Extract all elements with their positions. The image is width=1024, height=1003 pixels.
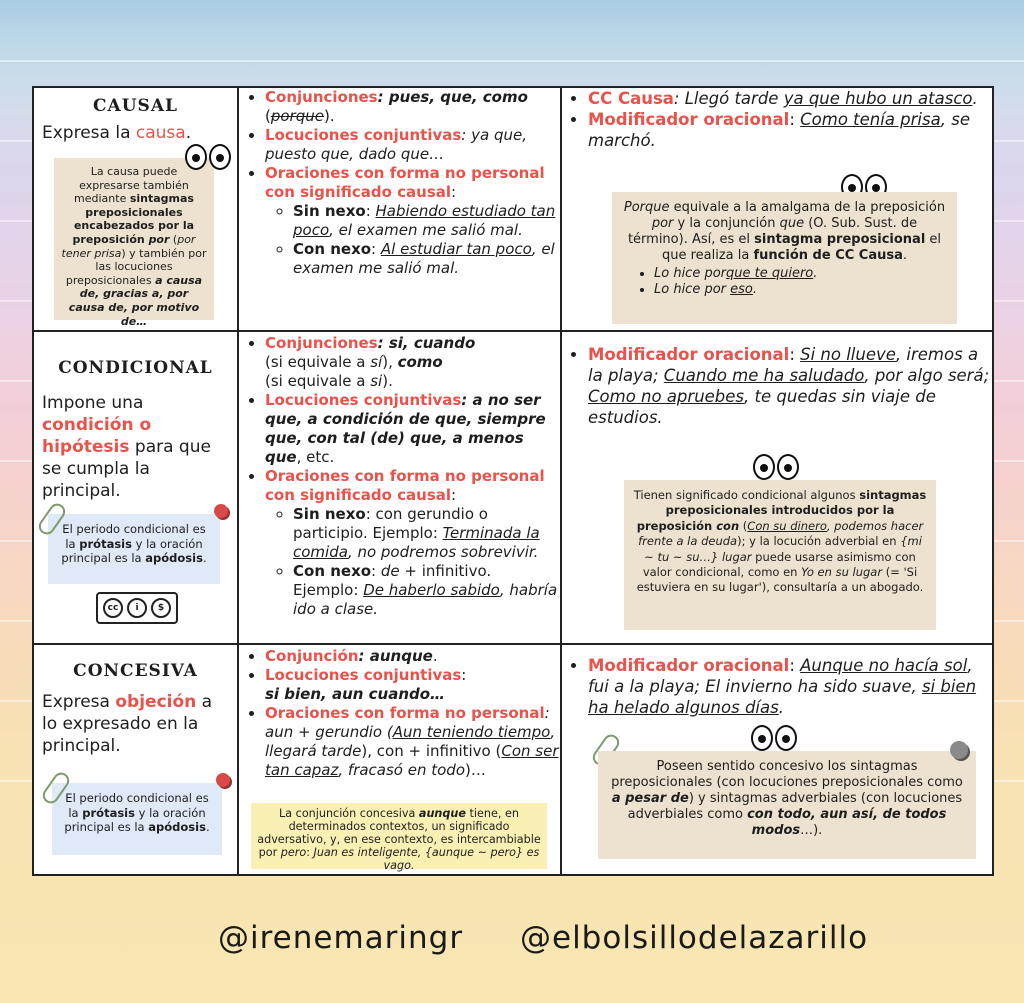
list-item: • Conjunciones: si, cuando (si equivale a sí), como (si equivale a si). [265, 334, 560, 391]
footer-handle-right: @elbolsillodelazarillo [520, 920, 869, 956]
concesiva-definition: Expresa objeción a lo expresado en la principal. [42, 692, 213, 756]
causal-note: La causa puede expresarse también mediante sintagmas preposicionales encabezados por la preposición por (por tener prisa) y también por las locuciones preposicionales a causa de, gracias a, por causa de, por motivo de… [54, 158, 214, 320]
causal-definition-cell [34, 88, 239, 332]
condicional-examples-list [562, 332, 992, 428]
concesivo-note: Poseen sentido concesivo los sintagmas preposicionales (con locuciones preposicionales como a pesar de) y sintagmas adverbiales (con locuciones adverbiales como con todo, aun así, de todos modos…). [598, 751, 976, 859]
causal-forms-list [239, 88, 560, 278]
condicional-title: CONDICIONAL [58, 358, 213, 378]
causal-title: CAUSAL [93, 96, 178, 116]
condicional-definition-cell [34, 332, 239, 645]
nc-icon: $ [151, 598, 171, 618]
concesiva-note: El periodo condicional es la prótasis y la oración principal es la apódosis. [52, 783, 222, 855]
con-note: Tienen significado condicional algunos sintagmas preposicionales introducidos por la preposición con (Con su dinero, podemos hacer frente a la deuda); y la locución adverbial en {mi ~ tu ~ su…} lugar puede usarse asimismo con valor condicional, como en Yo en su lugar (= 'Si estuviera en su lugar'), consultaría a un abogado. [624, 480, 936, 630]
creative-commons-badge [96, 592, 178, 624]
concesiva-examples-cell [562, 645, 992, 874]
condicional-definition: Impone una condición o hipótesis para que se cumpla la principal. [42, 393, 211, 501]
pushpin-icon [216, 773, 230, 787]
list-item: • Locuciones conjuntivas: a no ser que, a condición de que, siempre que, con tal (de) que, a menos que, etc. [265, 391, 560, 467]
list-item: ◦ Sin nexo: Habiendo estudiado tan poco, el examen me salió mal. [293, 202, 560, 240]
aunque-note: La conjunción concesiva aunque tiene, en determinados contextos, un significado adversativo, y, en ese contexto, es intercambiable por pero: Juan es inteligente, {aunque ~ pero} es vago. [251, 803, 547, 869]
causal-examples-cell [562, 88, 992, 332]
eyes-icon [184, 144, 232, 174]
list-item: • Lo hice porque te quiero. [654, 266, 947, 282]
cc-icon: cc [103, 598, 123, 618]
list-item: • Locuciones conjuntivas: si bien, aun cuando… [265, 666, 560, 704]
concesiva-examples-list [562, 645, 992, 718]
list-item: • CC Causa: Llegó tarde ya que hubo un atasco. [588, 88, 992, 109]
list-item: • Modificador oracional: Aunque no hacía sol, fui a la playa; El invierno ha sido suave, si bien ha helado algunos días. [588, 655, 992, 718]
concesiva-forms-cell [239, 645, 562, 874]
list-item: ◦ Con nexo: Al estudiar tan poco, el examen me salió mal. [293, 240, 560, 278]
list-item: • Conjunción: aunque. [265, 647, 560, 666]
list-item: • Lo hice por eso. [654, 282, 947, 298]
causal-definition: Expresa la causa. [42, 123, 192, 143]
list-item: ◦ Sin nexo: con gerundio o participio. Ejemplo: Terminada la comida, no podremos sobrevivir. [293, 505, 560, 562]
causal-examples-list [562, 88, 992, 151]
list-item: ◦ Con nexo: de + infinitivo. Ejemplo: De haberlo sabido, habría ido a clase. [293, 562, 560, 619]
causal-forms-cell [239, 88, 562, 332]
list-item: • Modificador oracional: Como tenía prisa, se marchó. [588, 109, 992, 151]
condicional-note: El periodo condicional es la prótasis y la oración principal es la apódosis. [48, 514, 220, 584]
grammar-table [32, 86, 994, 876]
condicional-forms-list [239, 332, 560, 619]
concesiva-forms-list [239, 645, 560, 780]
pushpin-icon [214, 504, 228, 518]
list-item: • Oraciones con forma no personal con significado causal: ◦ Sin nexo: con gerundio o participio. Ejemplo: Terminada la comida, no podremos sobrevivir. ◦ Con nexo: de + infinitivo. Ejemplo: De haberlo sabido, habría ido a clase. [265, 467, 560, 619]
concesiva-definition-cell [34, 645, 239, 874]
pushpin-icon [950, 741, 968, 759]
list-item: • Oraciones con forma no personal con significado causal: ◦ Sin nexo: Habiendo estudiado tan poco, el examen me salió mal. ◦ Con nexo: Al estudiar tan poco, el examen me salió mal. [265, 164, 560, 278]
list-item: • Locuciones conjuntivas: ya que, puesto que, dado que… [265, 126, 560, 164]
footer-handle-left: @irenemaringr [218, 920, 464, 956]
list-item: • Oraciones con forma no personal: aun + gerundio (Aun teniendo tiempo, llegará tarde), con + infinitivo (Con ser tan capaz, fracasó en todo)… [265, 704, 560, 780]
list-item: • Conjunciones: pues, que, como (porque). [265, 88, 560, 126]
condicional-examples-cell [562, 332, 992, 645]
concesiva-title: CONCESIVA [73, 661, 198, 681]
list-item: • Modificador oracional: Si no llueve, iremos a la playa; Cuando me ha saludado, por algo será; Como no apruebes, te quedas sin viaje de estudios. [588, 344, 992, 428]
condicional-forms-cell [239, 332, 562, 645]
by-icon: i [127, 598, 147, 618]
porque-note: Porque equivale a la amalgama de la preposición por y la conjunción que (O. Sub. Sust. de término). Así, es el sintagma preposicional el que realiza la función de CC Causa. • Lo hice porque te quiero. • Lo hice por eso. [612, 192, 957, 324]
